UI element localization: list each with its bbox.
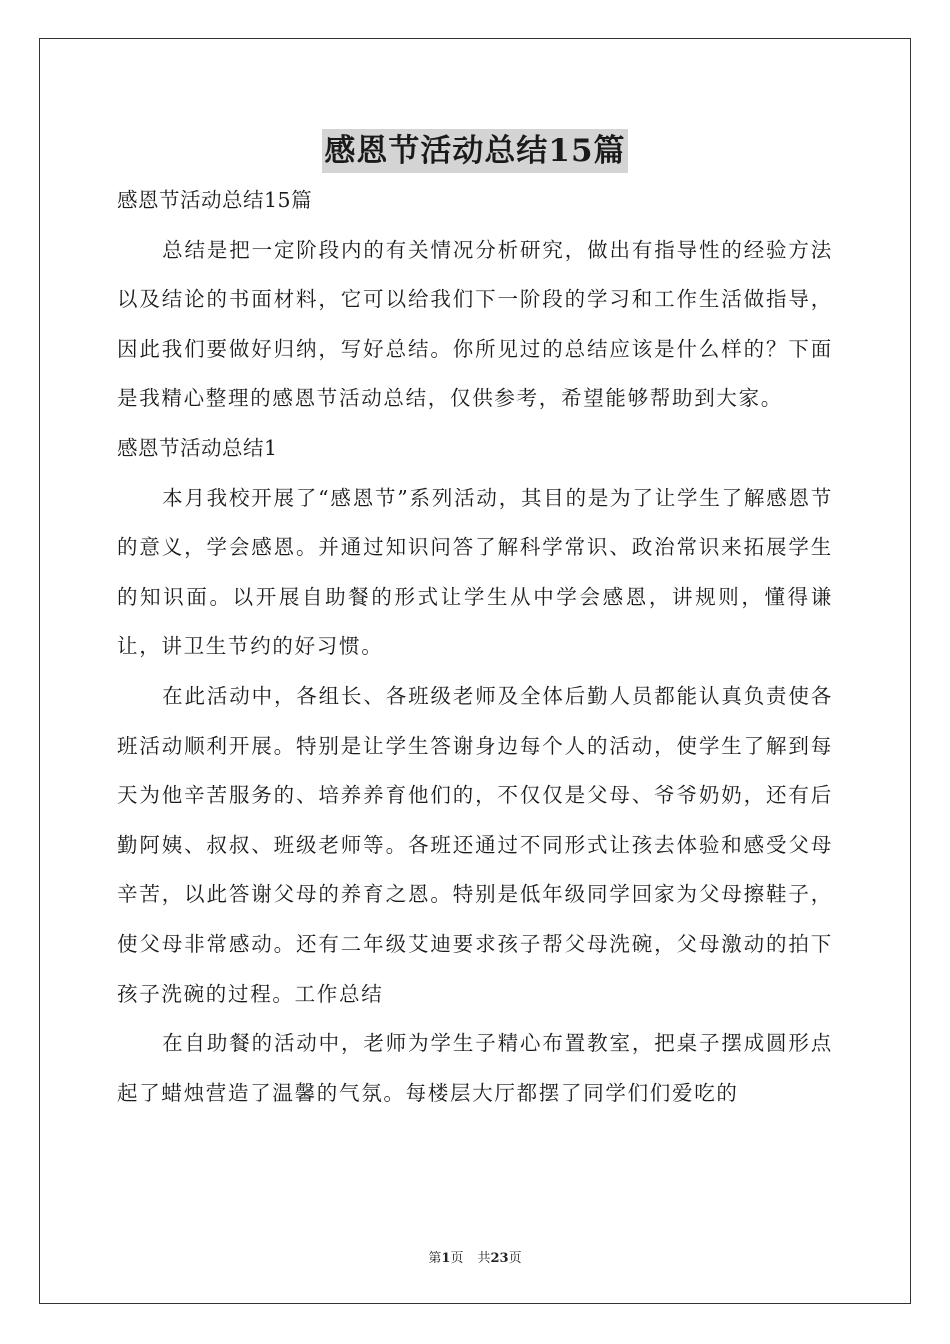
page-total-suffix: 页 [508,1251,522,1266]
page-total-prefix: 共 [477,1251,491,1266]
section-heading: 感恩节活动总结15篇 [117,188,313,212]
page-number-prefix: 第 [428,1251,442,1266]
page-total-count: 23 [490,1251,509,1266]
body-paragraph: 总结是把一定阶段内的有关情况分析研究，做出有指导性的经验方法以及结论的书面材料，它可以给我们下一阶段的学习和工作生活做指导，因此我们要做好归纳，写好总结。你所见过的总结应该是什么样的？下面是我精心整理的感恩节活动总结，仅供参考，希望能够帮助到大家。 [117,237,833,411]
body-paragraph: 本月我校开展了“感恩节”系列活动，其目的是为了让学生了解感恩节的意义，学会感恩。并通过知识问答了解科学常识、政治常识来拓展学生的知识面。以开展自助餐的形式让学生从中学会感恩，讲规则，懂得谦让，讲卫生节约的好习惯。 [117,485,833,659]
document-title [0,128,950,173]
section-heading: 感恩节活动总结1 [117,435,278,460]
body-paragraph: 在自助餐的活动中，老师为学生子精心布置教室，把桌子摆成圆形点起了蜡烛营造了温馨的气氛。每楼层大厅都摆了同学们们爱吃的 [117,1031,833,1105]
document-title-text: 感恩节活动总结15篇 [322,129,627,173]
body-paragraph: 在此活动中，各组长、各班级老师及全体后勤人员都能认真负责使各班活动顺利开展。特别是让学生答谢身边每个人的活动，使学生了解到每天为他辛苦服务的、培养养育他们的，不仅仅是父母、爷爷奶奶，还有后勤阿姨、叔叔、班级老师等。各班还通过不同形式让孩去体验和感受父母辛苦，以此答谢父母的养育之恩。特别是低年级同学回家为父母擦鞋子，使父母非常感动。还有二年级艾迪要求孩子帮父母洗碗，父母激动的拍下孩子洗碗的过程。工作总结 [117,683,833,1006]
page-footer [0,1247,950,1266]
page-number-suffix: 页 [450,1251,464,1266]
page-number-current: 1 [441,1251,451,1266]
document-body [117,176,833,1118]
